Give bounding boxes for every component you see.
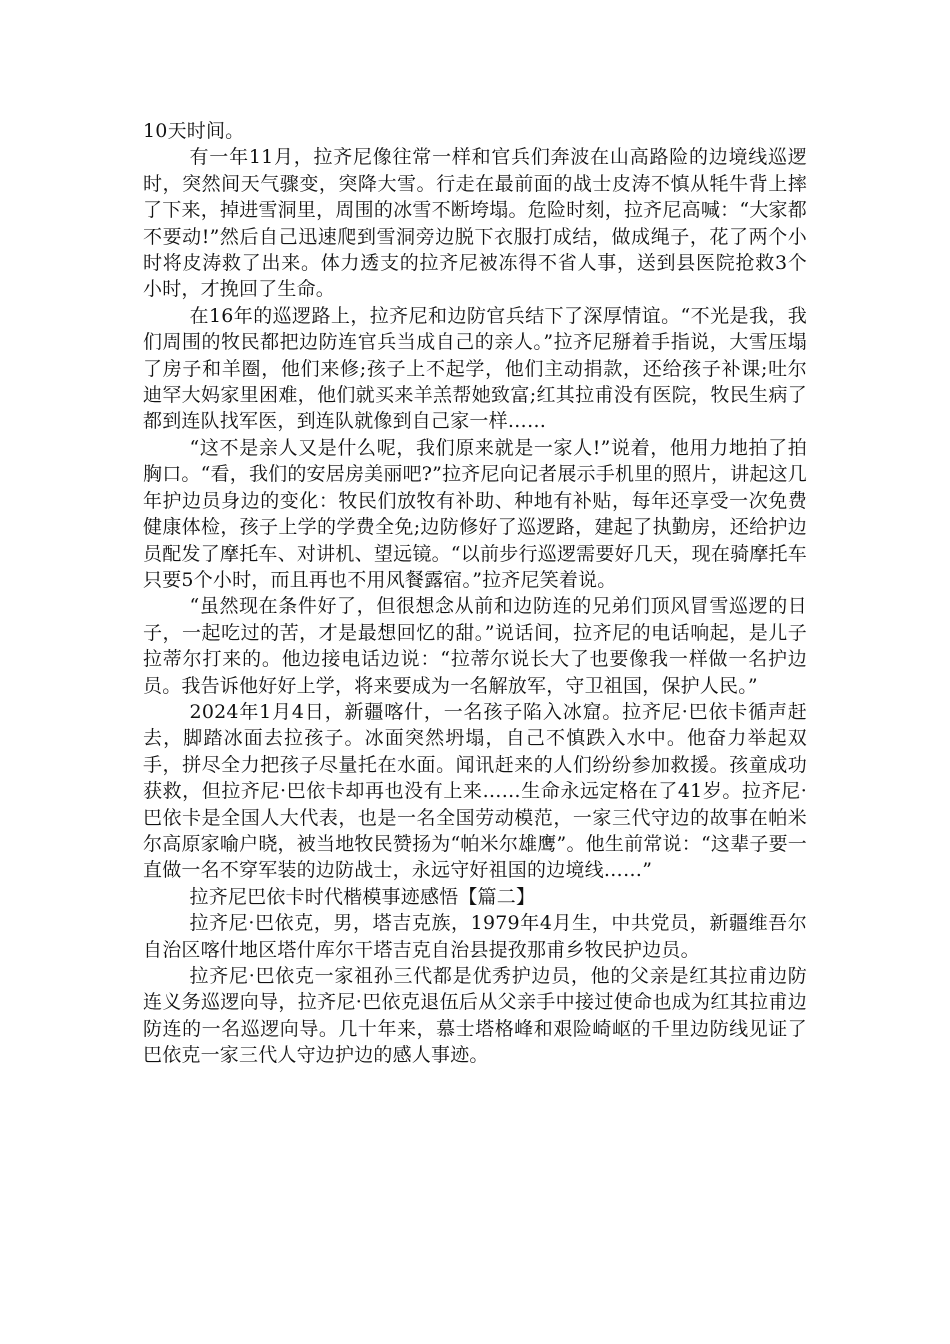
paragraph-friendship: 在16年的巡逻路上，拉齐尼和边防官兵结下了深厚情谊。“不光是我，我们周围的牧民都把边防连官兵当成自己的亲人。”拉齐尼掰着手指说，大雪压塌了房子和羊圈，他们来修;孩子上不起学，他们主动捐款，还给孩子补课;吐尔迪罕大妈家里困难，他们就买来羊羔帮她致富;红其拉甫没有医院，牧民生病了都到连队找军医，到连队就像到自己家一样…… bbox=[143, 304, 807, 433]
paragraph-blizzard-rescue: 有一年11月，拉齐尼像往常一样和官兵们奔波在山高路险的边境线巡逻时，突然间天气骤变，突降大雪。行走在最前面的战士皮涛不慎从牦牛背上摔了下来，掉进雪洞里，周围的冰雪不断垮塌。危险时刻，拉齐尼高喊：“大家都不要动!”然后自己迅速爬到雪洞旁边脱下衣服打成结，做成绳子，花了两个小时将皮涛救了出来。体力透支的拉齐尼被冻得不省人事，送到县医院抢救3个小时，才挽回了生命。 bbox=[143, 146, 807, 301]
paragraph-family-changes: “这不是亲人又是什么呢，我们原来就是一家人!”说着，他用力地拍了拍胸口。“看，我们的安居房美丽吧?”拉齐尼向记者展示手机里的照片，讲起这几年护边员身边的变化：牧民们放牧有补助、种地有补贴，每年还享受一次免费健康体检，孩子上学的学费全免;边防修好了巡逻路，建起了执勤房，还给护边员配发了摩托车、对讲机、望远镜。“以前步行巡逻需要好几天，现在骑摩托车只要5个小时，而且再也不用风餐露宿。”拉齐尼笑着说。 bbox=[143, 436, 807, 591]
paragraph-three-generations: 拉齐尼·巴依克一家祖孙三代都是优秀护边员，他的父亲是红其拉甫边防连义务巡逻向导，拉齐尼·巴依克退伍后从父亲手中接过使命也成为红其拉甫边防连的一名巡逻向导。几十年来，慕士塔格峰和艰险崎岖的千里边防线见证了巴依克一家三代人守边护边的感人事迹。 bbox=[143, 965, 807, 1067]
section-heading: 拉齐尼巴依卡时代楷模事迹感悟【篇二】 bbox=[189, 885, 536, 908]
paragraph-biography: 拉齐尼·巴依克，男，塔吉克族，1979年4月生，中共党员，新疆维吾尔自治区喀什地区塔什库尔干塔吉克自治县提孜那甫乡牧民护边员。 bbox=[143, 912, 807, 961]
paragraph-son-call: “虽然现在条件好了，但很想念从前和边防连的兄弟们顶风冒雪巡逻的日子，一起吃过的苦，才是最想回忆的甜。”说话间，拉齐尼的电话响起，是儿子拉蒂尔打来的。他边接电话边说：“拉蒂尔说长大了也要像我一样做一名护边员。我告诉他好好上学，将来要成为一名解放军，守卫祖国，保护人民。” bbox=[143, 595, 807, 697]
document-body bbox=[143, 118, 807, 1069]
paragraph-ice-rescue: 2024年1月4日，新疆喀什，一名孩子陷入冰窟。拉齐尼·巴依卡循声赶去，脚踏冰面去拉孩子。冰面突然坍塌，自己不慎跌入水中。他奋力举起双手，拼尽全力把孩子尽量托在水面。闻讯赶来的人们纷纷参加救援。孩童成功获救，但拉齐尼·巴依卡却再也没有上来……生命永远定格在了41岁。拉齐尼·巴依卡是全国人大代表，也是一名全国劳动模范，一家三代守边的故事在帕米尔高原家喻户晓，被当地牧民赞扬为“帕米尔雄鹰”。他生前常说：“这辈子要一直做一名不穿军装的边防战士，永远守好祖国的边境线……” bbox=[143, 700, 807, 882]
paragraph-continuation: 10天时间。 bbox=[143, 120, 245, 142]
